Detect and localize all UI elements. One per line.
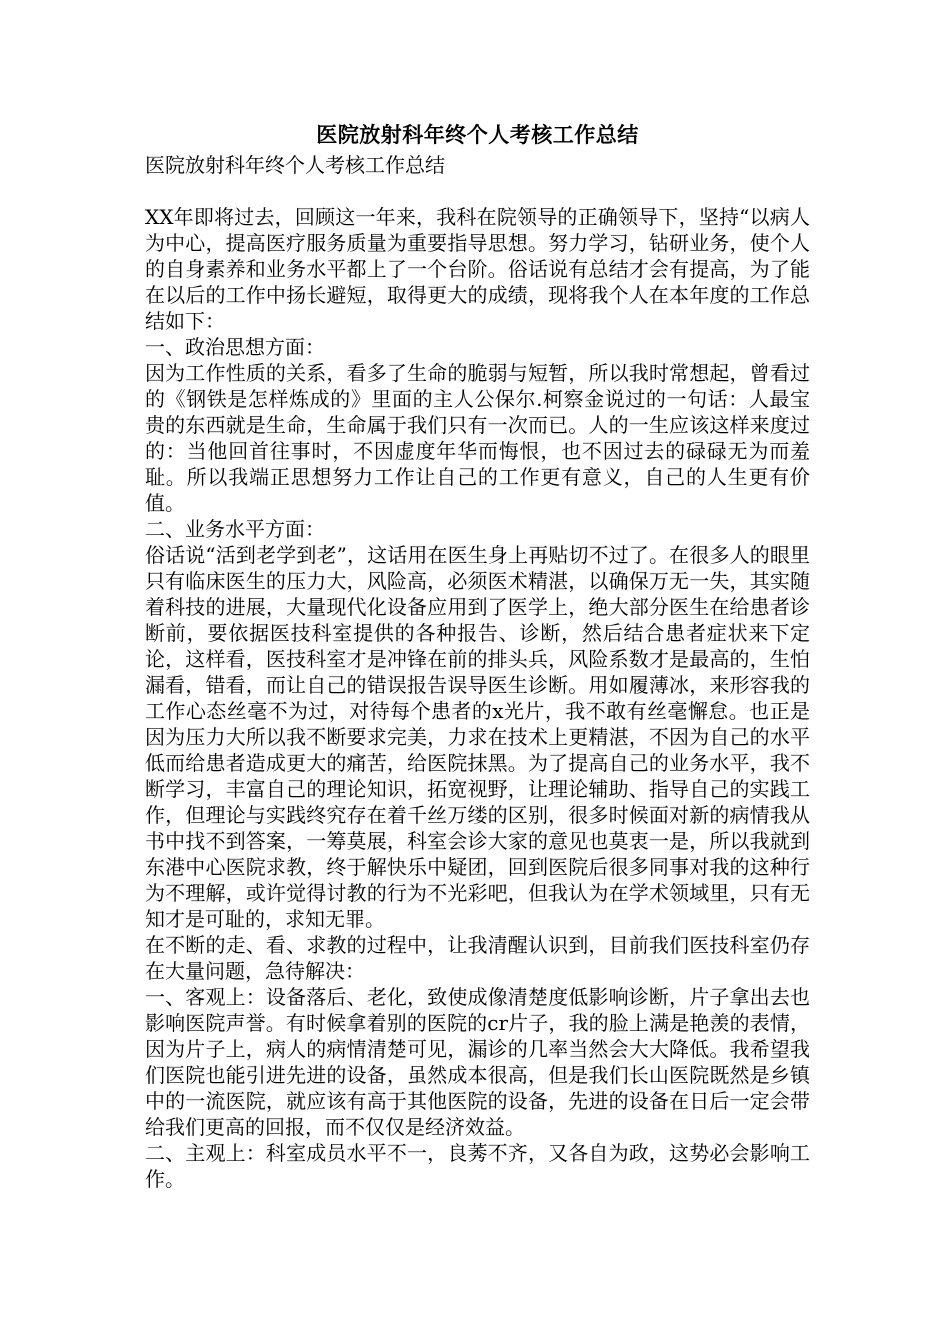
document-title: 医院放射科年终个人考核工作总结 xyxy=(316,122,639,147)
paragraph-objective-issues: 一、客观上：设备落后、老化，致使成像清楚度低影响诊断，片子拿出去也影响医院声誉。有时候拿着别的医院的cr片子，我的脸上满是艳羡的表情，因为片子上，病人的病情清楚可见，漏诊的几率当然会大大降低。我希望我们医院也能引进先进的设备，虽然成本很高，但是我们长山医院既然是乡镇中的一流医院，就应该有高于其他医院的设备，先进的设备在日后一定会带给我们更高的回报，而不仅仅是经济效益。 xyxy=(145,985,810,1139)
paragraph-subjective-issues: 二、主观上：科室成员水平不一，良莠不齐，又各自为政，这势必会影响工作。 xyxy=(145,1141,810,1191)
heading-professional-level: 二、业务水平方面： xyxy=(145,517,325,541)
document-body xyxy=(145,204,810,1192)
paragraph-problems-intro: 在不断的走、看、求教的过程中，让我清醒认识到，目前我们医技科室仍存在大量问题，急待解决： xyxy=(145,933,810,983)
heading-political-thought: 一、政治思想方面： xyxy=(145,335,325,359)
paragraph-intro: XX年即将过去，回顾这一年来，我科在院领导的正确领导下，坚持“以病人为中心，提高医疗服务质量为重要指导思想。努力学习，钻研业务，使个人的自身素养和业务水平都上了一个台阶。俗话说有总结才会有提高，为了能在以后的工作中扬长避短，取得更大的成绩，现将我个人在本年度的工作总结如下： xyxy=(145,205,810,333)
document-page xyxy=(145,118,810,1192)
document-subtitle: 医院放射科年终个人考核工作总结 xyxy=(145,153,445,177)
paragraph-professional-level: 俗话说“活到老学到老”，这话用在医生身上再贴切不过了。在很多人的眼里只有临床医生的压力大，风险高，必须医术精湛，以确保万无一失，其实随着科技的进展，大量现代化设备应用到了医学上，绝大部分医生在给患者诊断前，要依据医技科室提供的各种报告、诊断，然后结合患者症状来下定论，这样看，医技科室才是冲锋在前的排头兵，风险系数才是最高的，生怕漏看，错看，而让自己的错误报告误导医生诊断。用如履薄冰，来形容我的工作心态丝毫不为过，对待每个患者的x光片，我不敢有丝毫懈怠。也正是因为压力大所以我不断要求完美，力求在技术上更精湛，不因为自己的水平低而给患者造成更大的痛苦，给医院抹黑。为了提高自己的业务水平，我不断学习，丰富自己的理论知识，拓宽视野，让理论辅助、指导自己的实践工作，但理论与实践终究存在着千丝万缕的区别，很多时候面对新的病情我从书中找不到答案，一筹莫展，科室会诊大家的意见也莫衷一是，所以我就到东港中心医院求教，终于解快乐中疑团，回到医院后很多同事对我的这种行为不理解，或许觉得讨教的行为不光彩吧，但我认为在学术领域里，只有无知才是可耻的，求知无罪。 xyxy=(145,543,810,931)
paragraph-political-thought: 因为工作性质的关系，看多了生命的脆弱与短暂，所以我时常想起，曾看过的《钢铁是怎样炼成的》里面的主人公保尔.柯察金说过的一句话：人最宝贵的东西就是生命，生命属于我们只有一次而已。人的一生应该这样来度过的：当他回首往事时，不因虚度年华而悔恨，也不因过去的碌碌无为而羞耻。所以我端正思想努力工作让自己的工作更有意义，自己的人生更有价值。 xyxy=(145,361,810,515)
